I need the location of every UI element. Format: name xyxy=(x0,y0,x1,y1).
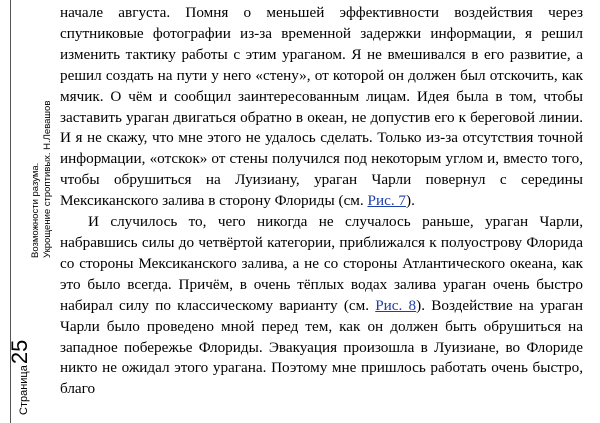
page-number: 25 xyxy=(7,339,32,365)
running-head xyxy=(28,58,54,258)
paragraph-2-end: ). Воздействие на ураган Чарли было проведено мной перед тем, как он должен быть обрушиться на западное побережье Флориды. Эвакуация произошла в Луизиане, во Флориде никто не ожидал этого урагана. Поэтому мне пришлось работать очень быстро, благо xyxy=(60,296,583,398)
page-label: Страница xyxy=(18,365,30,415)
body-text xyxy=(60,3,583,400)
paragraph-1-end: ). xyxy=(406,192,415,210)
figure-7-link[interactable]: Рис. 7 xyxy=(367,192,407,210)
running-head-line-2: Укрощение строптивых. Н.Левашов xyxy=(42,100,53,258)
left-margin xyxy=(0,0,52,423)
running-head-line-1: Возможности разума. xyxy=(30,162,41,258)
paragraph-2 xyxy=(60,212,583,400)
page-footer xyxy=(7,295,33,415)
paragraph-2-text: И случилось то, чего никогда не случалось раньше, ураган Чарли, набравшись силы до четвёртой категории, приближался к полуострову Флорида со стороны Мексиканского залива, а не со стороны Атлантического океана, как это было всегда. Причём, в очень тёплых водах залива ураган очень быстро набирал силу по классическому варианту (см. xyxy=(60,213,583,314)
paragraph-1-text: начале августа. Помня о меньшей эффективности воздействия через спутниковые фотографии из-за временной задержки информации, я решил изменить тактику работы с этим ураганом. Я не вмешивался в его развитие, а решил создать на пути у него «стену», от которой он должен был отскочить, как мячик. О чём и сообщил заинтересованным лицам. Идея была в том, чтобы заставить ураган двигаться обратно в океан, не допустив его к береговой линии. И я не скажу, что мне этого не удалось сделать. Только из-за отсутствия точной информации, «отскок» от стены получился под некоторым углом и, вместо того, чтобы обрушиться на Луизиану, ураган Чарли повернул с середины Мексиканского залива в сторону Флориды (см. xyxy=(60,4,583,210)
figure-8-link[interactable]: Рис. 8 xyxy=(375,296,417,314)
paragraph-1 xyxy=(60,3,583,212)
